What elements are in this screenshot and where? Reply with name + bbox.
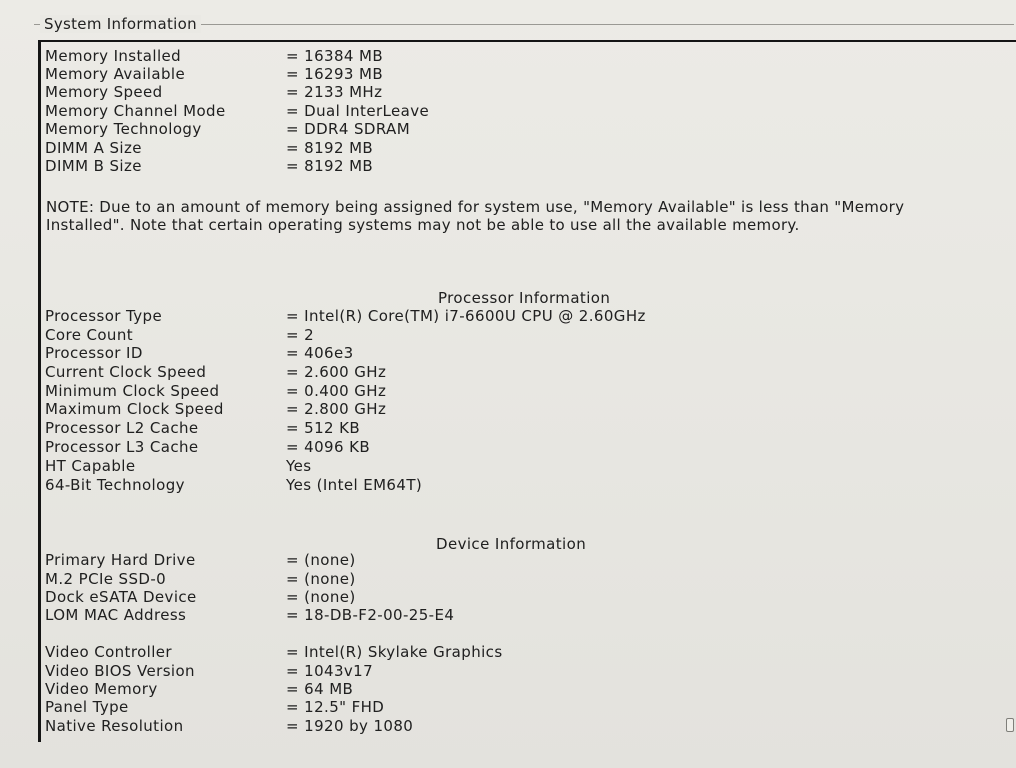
row-value: = (none) xyxy=(286,570,356,588)
row-value: = 2.600 GHz xyxy=(286,363,387,381)
processor-section-title: Processor Information xyxy=(438,289,611,307)
row-value: = 8192 MB xyxy=(286,157,374,175)
row-label: Processor L3 Cache xyxy=(45,438,199,456)
row-value: = 16384 MB xyxy=(286,47,384,65)
row-label: Panel Type xyxy=(45,698,129,716)
row-label: Maximum Clock Speed xyxy=(45,400,224,418)
row-label: Memory Available xyxy=(45,65,186,83)
scrollbar-thumb[interactable] xyxy=(1006,718,1014,732)
memory-note: NOTE: Due to an amount of memory being assigned for system use, "Memory Available" is less than "Memory Installed". Note that certain operating systems may not be able to use all the available memory. xyxy=(46,198,905,234)
row-value: = 512 KB xyxy=(286,419,361,437)
row-value: = 2133 MHz xyxy=(286,83,383,101)
group-title: System Information xyxy=(40,15,201,33)
row-value: = 18-DB-F2-00-25-E4 xyxy=(286,606,455,624)
row-value: = (none) xyxy=(286,551,356,569)
row-value: = 0.400 GHz xyxy=(286,382,387,400)
row-value: = Intel(R) Core(TM) i7-6600U CPU @ 2.60GHz xyxy=(286,307,646,325)
row-label: Dock eSATA Device xyxy=(45,588,197,606)
device-section-title: Device Information xyxy=(436,535,587,553)
row-label: Current Clock Speed xyxy=(45,363,207,381)
row-value: = 1043v17 xyxy=(286,662,374,680)
row-label: LOM MAC Address xyxy=(45,606,187,624)
row-label: Minimum Clock Speed xyxy=(45,382,220,400)
row-label: Memory Technology xyxy=(45,120,202,138)
row-value: = (none) xyxy=(286,588,356,606)
row-value: = 406e3 xyxy=(286,344,354,362)
row-label: Video Memory xyxy=(45,680,158,698)
row-label: HT Capable xyxy=(45,457,136,475)
row-label: Core Count xyxy=(45,326,134,344)
row-value: = 2.800 GHz xyxy=(286,400,387,418)
row-value: = 8192 MB xyxy=(286,139,374,157)
row-label: DIMM B Size xyxy=(45,157,142,175)
row-label: 64-Bit Technology xyxy=(45,476,185,494)
row-value: = 12.5" FHD xyxy=(286,698,385,716)
row-value: = DDR4 SDRAM xyxy=(286,120,411,138)
row-value: Yes (Intel EM64T) xyxy=(286,476,423,494)
row-label: Processor L2 Cache xyxy=(45,419,199,437)
row-label: Memory Installed xyxy=(45,47,182,65)
row-label: M.2 PCIe SSD-0 xyxy=(45,570,167,588)
row-value: = 1920 by 1080 xyxy=(286,717,414,735)
row-label: Video Controller xyxy=(45,643,172,661)
row-label: DIMM A Size xyxy=(45,139,142,157)
row-value: = Dual InterLeave xyxy=(286,102,430,120)
row-value: = 2 xyxy=(286,326,315,344)
row-label: Native Resolution xyxy=(45,717,184,735)
row-value: Yes xyxy=(286,457,312,475)
row-label: Memory Speed xyxy=(45,83,163,101)
system-information-panel xyxy=(38,40,1016,742)
row-value: = 4096 KB xyxy=(286,438,371,456)
row-label: Processor Type xyxy=(45,307,163,325)
row-label: Primary Hard Drive xyxy=(45,551,196,569)
row-label: Processor ID xyxy=(45,344,143,362)
row-value: = Intel(R) Skylake Graphics xyxy=(286,643,503,661)
row-label: Memory Channel Mode xyxy=(45,102,226,120)
row-value: = 64 MB xyxy=(286,680,354,698)
row-label: Video BIOS Version xyxy=(45,662,195,680)
row-value: = 16293 MB xyxy=(286,65,384,83)
